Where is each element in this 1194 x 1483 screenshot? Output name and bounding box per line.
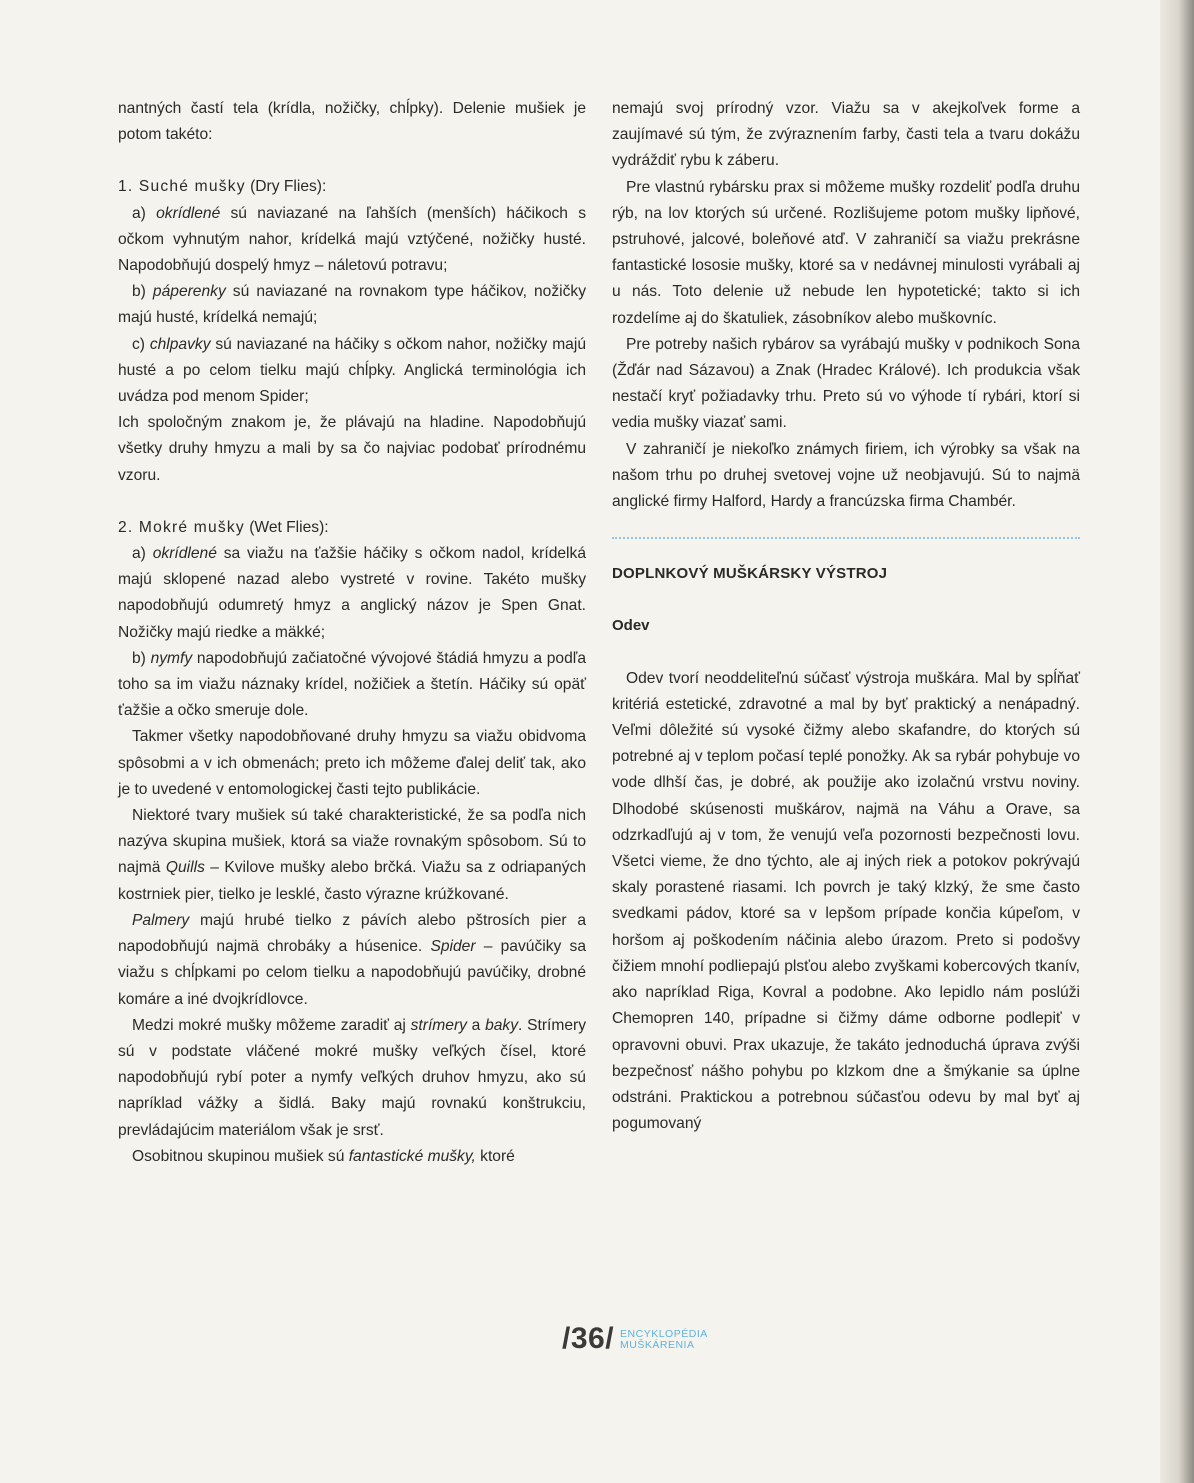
paragraph: Ich spoločným znakom je, že plávajú na hladine. Napodobňujú všetky druhy hmyzu a mali by sa čo najviac podobať prírodnému vzoru. [118,414,586,484]
left-column [118,96,586,1170]
paragraph: V zahraničí je niekoľko známych firiem, ich výrobky sa však na našom trhu po druhej svetovej vojne už neobjavujú. Sú to najmä anglické firmy Halford, Hardy a francúzska firma Chambér. [612,440,1080,511]
page-footer [562,1322,708,1356]
paragraph: Pre vlastnú rybársku prax si môžeme mušky rozdeliť podľa druhu rýb, na lov ktorých sú určené. Rozlišujeme potom mušky lipňové, pstruhové, jalcové, boleňové atď. V zahraničí sa viažu prekrásne fantastické lososie mušky, ktoré sa v nedávnej minulosti vyrábali aj u nás. Toto delenie už nebude len hypotetické; takto si ich rozdelíme aj do škatuliek, zásobníkov alebo muškovníc. [612,178,1080,327]
dry-flies-item-c: c) chlpavky sú naviazané na háčiky s očkom nahor, nožičky majú husté a po celom tielku majú chĺpky. Anglická terminológia ich uvádza pod menom Spider; [118,335,586,406]
page-number: /36/ [562,1322,615,1355]
brand-line: MUŠKÁRENIA [620,1339,695,1351]
page-binding-edge [1160,0,1194,1483]
section-divider [612,537,1080,539]
wet-flies-item-b: b) nymfy napodobňujú začiatočné vývojové štádiá hmyzu a podľa toho sa im viažu náznaky krídel, nožičiek a štetín. Háčiky sú opäť ťažšie a očko smeruje dole. [118,649,586,720]
subsection-title: Odev [612,617,650,635]
paragraph: Niektoré tvary mušiek sú také charakteristické, že sa podľa nich nazýva skupina mušiek, ktorá sa viaže rovnakým spôsobom. Sú to najmä Quills – Kvilove mušky alebo brčká. Viažu sa z odriapaných kostrniek pier, tielko je lesklé, často výrazne krúžkované. [118,807,586,903]
paragraph: Osobitnou skupinou mušiek sú fantastické mušky, ktoré [132,1147,515,1165]
wet-flies-heading: 2. Mokré mušky (Wet Flies): [118,518,329,536]
publication-brand [620,1329,708,1351]
paragraph: Pre potreby našich rybárov sa vyrábajú mušky v podnikoch Sona (Žďár nad Sázavou) a Znak (Hradec Králové). Ich produkcia však nestačí kryť požiadavky trhu. Preto sú vo výhode tí rybári, ktorí si vedia mušky viazať sami. [612,335,1080,432]
paragraph: Takmer všetky napodobňované druhy hmyzu sa viažu obidvoma spôsobmi a v ich obmenách; preto ich môžeme ďalej deliť tak, ako je to uvedené v entomologickej časti tejto publikácie. [118,728,586,798]
paragraph: nemajú svoj prírodný vzor. Viažu sa v akejkoľvek forme a zaujímavé sú tým, že zvýraznením farby, časti tela a tvaru dokážu vydráždiť rybu k záberu. [612,100,1080,170]
paragraph: Palmery majú hrubé tielko z pávích alebo pštrosích pier a napodobňujú najmä chrobáky a húsenice. Spider – pavúčiky sa viažu s chĺpkami po celom tielku a napodobňujú pavúčiky, drobné komáre a iné dvojkrídlovce. [118,911,586,1008]
paragraph: Odev tvorí neoddeliteľnú súčasť výstroja muškára. Mal by spĺňať kritériá estetické, zdravotné a mal by byť praktický a nenápadný. Veľmi dôležité sú vysoké čižmy alebo skafandre, do ktorých sú potrebné aj v teplom počasí teplé ponožky. Ak sa rybár pohybuje vo vode dlhší čas, je dobré, ak použije ako izolačnú vrstvu noviny. Dlhodobé skúsenosti muškárov, najmä na Váhu a Orave, sa odzrkadľujú aj v tom, že venujú veľa pozornosti bezpečnosti lovu. Všetci vieme, že dno týchto, ale aj iných riek a potokov pokrývajú skaly porastené riasami. Ich povrch je taký klzký, že sme často svedkami pádov, ktoré sa v lepšom prípade končia kúpeľom, v horšom aj poškodením náčinia alebo úrazom. Preto si podošvy čižiem mnohí podliepajú plsťou alebo zvyškami kobercových tkanív, ako napríklad Riga, Kovral a podobne. Ako lepidlo nám poslúži Chemopren 140, prípadne si čižmy dáme odborne podlepiť v opravovni obuvi. Prax ukazuje, že takáto jednoduchá úprava zvýši bezpečnosť nášho pohybu po klzkom dne a šmýkanie sa úplne odstráni. Praktickou a potrebnou súčasťou odevu by mal byť aj pogumovaný [612,669,1080,1133]
dry-flies-heading: 1. Suché mušky (Dry Flies): [118,178,327,196]
right-column [612,96,1080,1137]
section-title: DOPLNKOVÝ MUŠKÁRSKY VÝSTROJ [612,565,888,583]
wet-flies-item-a: a) okrídlené sa viažu na ťažšie háčiky s očkom nadol, krídelká majú sklopené nazad alebo vystreté v rovine. Takéto mušky napodobňujú odumretý hmyz a anglický názov je Spen Gnat. Nožičky majú riedke a mäkké; [118,545,586,641]
paragraph: nantných častí tela (krídla, nožičky, chĺpky). Delenie mušiek je potom takéto: [118,100,586,144]
dry-flies-item-b: b) páperenky sú naviazané na rovnakom type háčikov, nožičky majú husté, krídelká nemajú; [118,283,586,327]
paragraph: Medzi mokré mušky môžeme zaradiť aj strímery a baky. Strímery sú v podstate vláčené mokré mušky veľkých čísel, ktoré napodobňujú rybí poter a nymfy veľkých druhov hmyzu, ako sú napríklad vážky a šidlá. Baky majú rovnakú konštrukciu, prevládajúcim materiálom však je srsť. [118,1016,587,1139]
brand-line: ENCYKLOPÉDIA [620,1328,708,1340]
dry-flies-item-a: a) okrídlené sú naviazané na ľahších (menších) háčikoch s očkom vyhnutým nahor, krídelká majú vztýčené, nožičky husté. Napodobňujú dospelý hmyz – náletovú potravu; [118,204,586,275]
